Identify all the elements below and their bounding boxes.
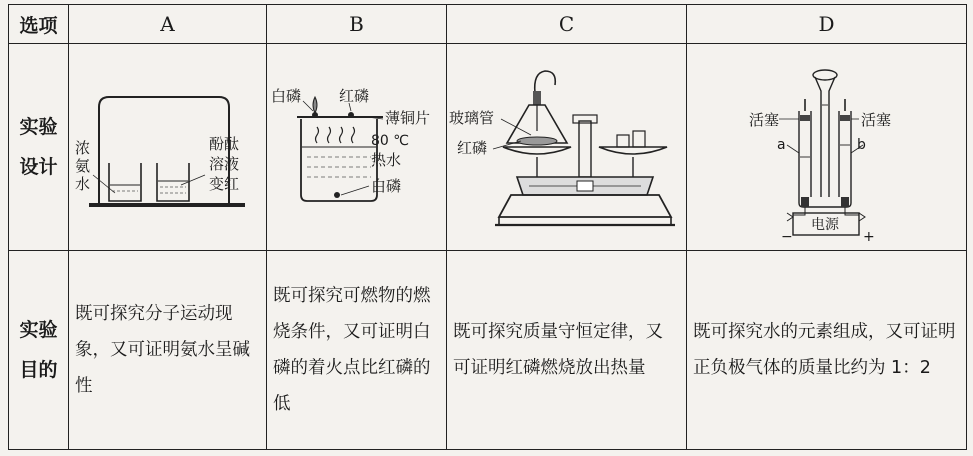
figure-d-electrolysis	[687, 45, 965, 249]
fig-b-hot-water: 热水	[371, 151, 402, 169]
fig-d-minus: −	[781, 229, 793, 245]
fig-d-plus: +	[863, 229, 875, 245]
fig-c-red-p: 红磷	[457, 139, 488, 157]
figure-c-cell	[447, 44, 687, 251]
fig-d-tube-b: b	[857, 137, 866, 153]
fig-d-valve-right: 活塞	[861, 111, 892, 129]
header-option-b: B	[267, 5, 447, 44]
fig-b-white-p-bottom: 白磷	[371, 177, 402, 195]
fig-b-copper: 薄铜片	[385, 109, 431, 127]
header-option-label: 选项	[9, 5, 69, 44]
header-option-c: C	[447, 5, 687, 44]
experiment-table	[8, 4, 967, 450]
figure-d-cell	[687, 44, 967, 251]
figure-b-combustion	[267, 45, 445, 249]
fig-b-white-p-top: 白磷	[271, 87, 302, 105]
flame-icon	[313, 97, 317, 113]
fig-a-left-label-2: 氨	[75, 157, 91, 175]
header-row	[9, 5, 967, 44]
design-row	[9, 44, 967, 251]
fig-a-right-label-1: 酚酞	[209, 135, 240, 153]
purpose-row-label: 实验 目的	[9, 251, 69, 450]
fig-a-right-label-2: 溶液	[209, 155, 240, 173]
figure-b-cell	[267, 44, 447, 251]
design-row-label: 实验 设计	[9, 44, 69, 251]
purpose-d: 既可探究水的元素组成，又可证明正负极气体的质量比约为 1：2	[687, 251, 967, 450]
figure-c-balance	[447, 45, 685, 249]
figure-a-cell	[69, 44, 267, 251]
fig-b-red-p: 红磷	[339, 87, 370, 105]
fig-a-left-label-1: 浓	[75, 139, 91, 157]
fig-d-tube-a: a	[777, 137, 786, 153]
fig-d-valve-left: 活塞	[749, 111, 780, 129]
purpose-b: 既可探究可燃物的燃烧条件，又可证明白磷的着火点比红磷的低	[267, 251, 447, 450]
header-option-a: A	[69, 5, 267, 44]
purpose-c: 既可探究质量守恒定律，又可证明红磷燃烧放出热量	[447, 251, 687, 450]
fig-a-right-label-3: 变红	[209, 175, 240, 193]
fig-c-glass-tube: 玻璃管	[449, 109, 495, 127]
header-option-d: D	[687, 5, 967, 44]
fig-b-temp: 80 ℃	[371, 133, 409, 149]
purpose-a: 既可探究分子运动现象，又可证明氨水呈碱性	[69, 251, 267, 450]
fig-d-power: 电源	[811, 217, 839, 233]
fig-a-left-label-3: 水	[75, 175, 91, 193]
figure-a-ammonia-diffusion	[69, 45, 265, 249]
purpose-row	[9, 251, 967, 450]
